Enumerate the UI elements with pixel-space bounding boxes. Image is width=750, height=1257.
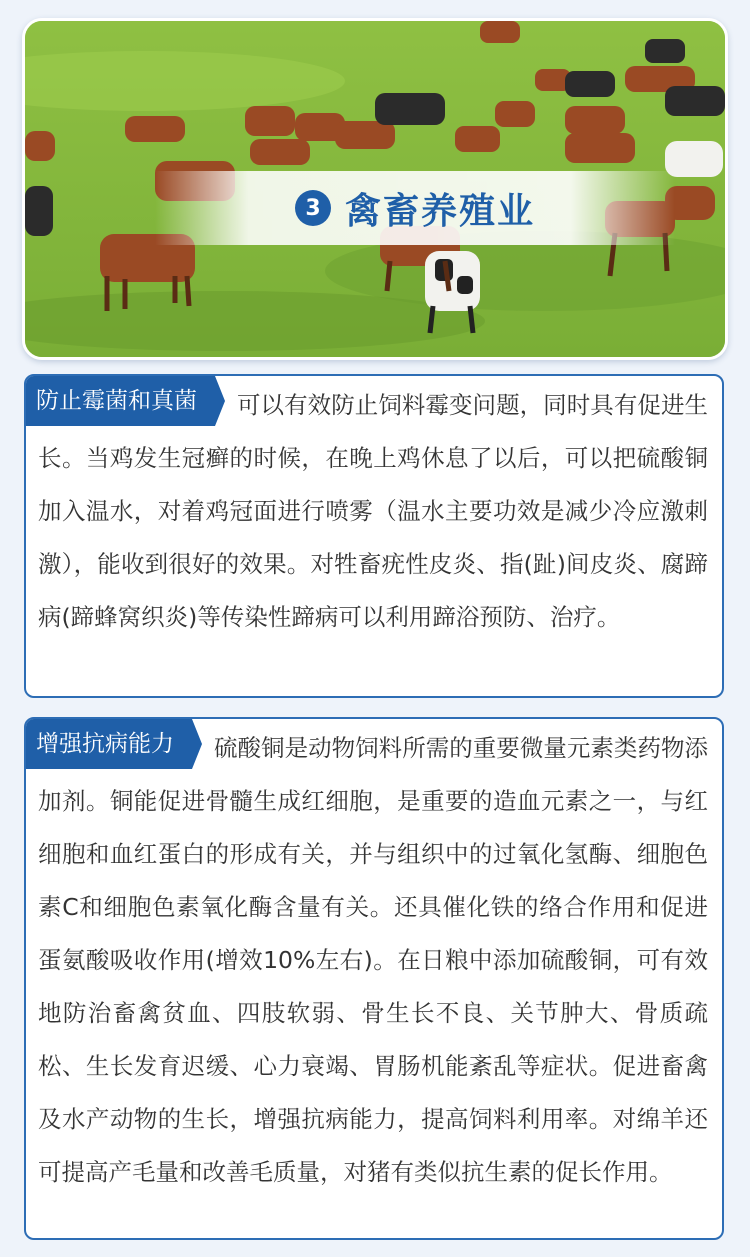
section-title: 禽畜养殖业 (344, 190, 535, 232)
info-card-mold-prevention (24, 374, 724, 698)
card-body (26, 376, 722, 644)
hero-image (22, 18, 728, 360)
card-body (26, 719, 722, 1199)
section-title-banner (155, 171, 675, 245)
card-paragraph: 硫酸铜是动物饲料所需的重要微量元素类药物添加剂。铜能促进骨髓生成红细胞，是重要的造血元素之一，与红细胞和血红蛋白的形成有关，并与组织中的过氧化氢酶、细胞色素C和细胞色素氧化酶含量有关。还具催化铁的络合作用和促进蛋氨酸吸收作用(增效10%左右)。在日粮中添加硫酸铜，可有效地防治畜禽贫血、四肢软弱、骨生长不良、关节肿大、骨质疏松、生长发育迟缓、心力衰竭、胃肠机能紊乱等症状。促进畜禽及水产动物的生长，增强抗病能力，提高饲料利用率。对绵羊还可提高产毛量和改善毛质量，对猪有类似抗生素的促长作用。 (38, 734, 708, 1186)
card-paragraph: 可以有效防止饲料霉变问题，同时具有促进生长。当鸡发生冠癣的时候，在晚上鸡休息了以后，可以把硫酸铜加入温水，对着鸡冠面进行喷雾（温水主要功效是减少冷应激刺激），能收到很好的效果。对牲畜疣性皮炎、指(趾)间皮炎、腐蹄病(蹄蜂窝织炎)等传染性蹄病可以利用蹄浴预防、治疗。 (38, 391, 708, 631)
section-number-badge: 3 (295, 190, 331, 226)
card-tag: 增强抗病能力 (26, 719, 192, 769)
info-card-disease-resistance (24, 717, 724, 1240)
card-tag: 防止霉菌和真菌 (26, 376, 215, 426)
